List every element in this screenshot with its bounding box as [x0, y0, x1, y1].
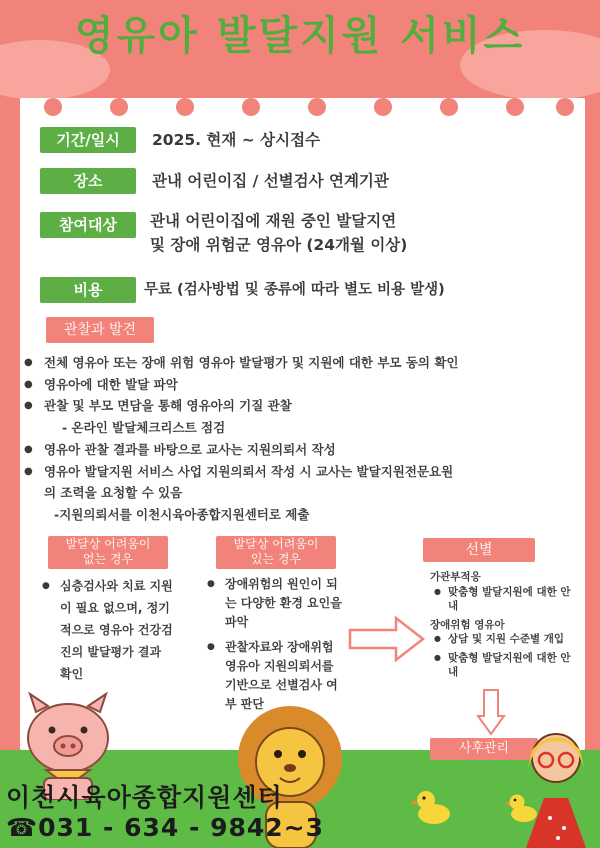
- header-line: 발달상 어려움이: [233, 537, 319, 551]
- no-difficulty-list: [40, 575, 175, 691]
- header-line: 있는 경우: [250, 552, 302, 566]
- selection-label: 선별: [423, 538, 535, 562]
- selection-group: 장애위험 영유아: [430, 618, 505, 631]
- list-item: 의 조력을 요청할 수 있음: [44, 485, 183, 501]
- selection-box: [430, 570, 580, 680]
- list-item: ● 장애위험의 원인이 되는 다양한 환경 요인을 파악: [205, 575, 345, 632]
- selection-group: 가관부적응: [430, 571, 481, 583]
- list-item: ● 상담 및 지원 수준별 개입: [430, 632, 580, 647]
- list-item: ● 맞춤형 발달지원에 대한 안내: [430, 585, 580, 614]
- has-difficulty-header: [216, 536, 336, 569]
- phone-number: [6, 813, 324, 842]
- arrow-down-icon: [476, 688, 506, 736]
- cost-label: 비용: [40, 277, 136, 303]
- binder-hole: [44, 98, 62, 116]
- binder-hole: [374, 98, 392, 116]
- header-line: 발달상 어려움이: [65, 537, 151, 551]
- no-difficulty-header: [48, 536, 168, 569]
- binder-hole: [556, 98, 574, 116]
- list-item: ● 관찰 및 부모 면담을 통해 영유아의 기질 관찰: [24, 395, 579, 417]
- list-item: - 온라인 발달체크리스트 점검: [62, 420, 226, 436]
- has-difficulty-list: [205, 575, 345, 720]
- list-item: ● 전체 영유아 또는 장애 위험 영유아 발달평가 및 지원에 대한 부모 동의 확인: [24, 352, 579, 374]
- list-item: ● 영유아 발달지원 서비스 사업 지원의뢰서 작성 시 교사는 발달지원전문요원: [24, 461, 579, 483]
- binder-hole: [110, 98, 128, 116]
- arrow-right-icon: [348, 615, 426, 663]
- followup-label: 사후관리: [430, 738, 538, 760]
- list-item: ● 영유아 관찰 결과를 바탕으로 교사는 지원의뢰서 작성: [24, 439, 579, 461]
- place-value: 관내 어린이집 / 선별검사 연계기관: [152, 172, 389, 190]
- period-label: 기간/일시: [40, 127, 136, 153]
- target-label: 참여대상: [40, 212, 136, 238]
- binder-hole: [308, 98, 326, 116]
- observation-label: 관찰과 발견: [46, 317, 154, 343]
- girl-illustration: [514, 728, 600, 848]
- phone-number-text: 031 - 634 - 9842~3: [38, 813, 324, 842]
- cost-value: 무료 (검사방법 및 종류에 따라 별도 비용 발생): [144, 282, 445, 298]
- center-name: 이천시육아종합지원센터: [6, 783, 283, 812]
- page-title: 영유아 발달지원 서비스: [74, 13, 526, 59]
- place-label: 장소: [40, 168, 136, 194]
- list-item: ● 심층검사와 치료 지원이 필요 없으며, 정기적으로 영유아 건강검진의 발달평가 결과 확인: [40, 575, 175, 685]
- target-value-line2: 및 장애 위험군 영유아 (24개월 이상): [150, 236, 408, 254]
- list-item: ● 관찰자료와 장애위험 영유아 지원의뢰서를 기반으로 선별검사 여부 판단: [205, 638, 345, 714]
- list-item: -지원의뢰서를 이천시육아종합지원센터로 제출: [54, 506, 310, 522]
- binder-hole: [176, 98, 194, 116]
- binder-hole: [506, 98, 524, 116]
- phone-icon: ☎: [6, 813, 39, 842]
- period-value: 2025. 현재 ~ 상시접수: [152, 131, 321, 149]
- header-line: 없는 경우: [82, 552, 134, 566]
- duck-illustration: [410, 786, 454, 826]
- binder-hole: [440, 98, 458, 116]
- observation-list: [24, 352, 579, 526]
- binder-hole: [242, 98, 260, 116]
- list-item: ● 영유아에 대한 발달 파악: [24, 374, 579, 396]
- list-item: ● 맞춤형 발달지원에 대한 안내: [430, 651, 580, 680]
- target-value: 관내 어린이집에 재원 중인 발달지연: [150, 212, 397, 230]
